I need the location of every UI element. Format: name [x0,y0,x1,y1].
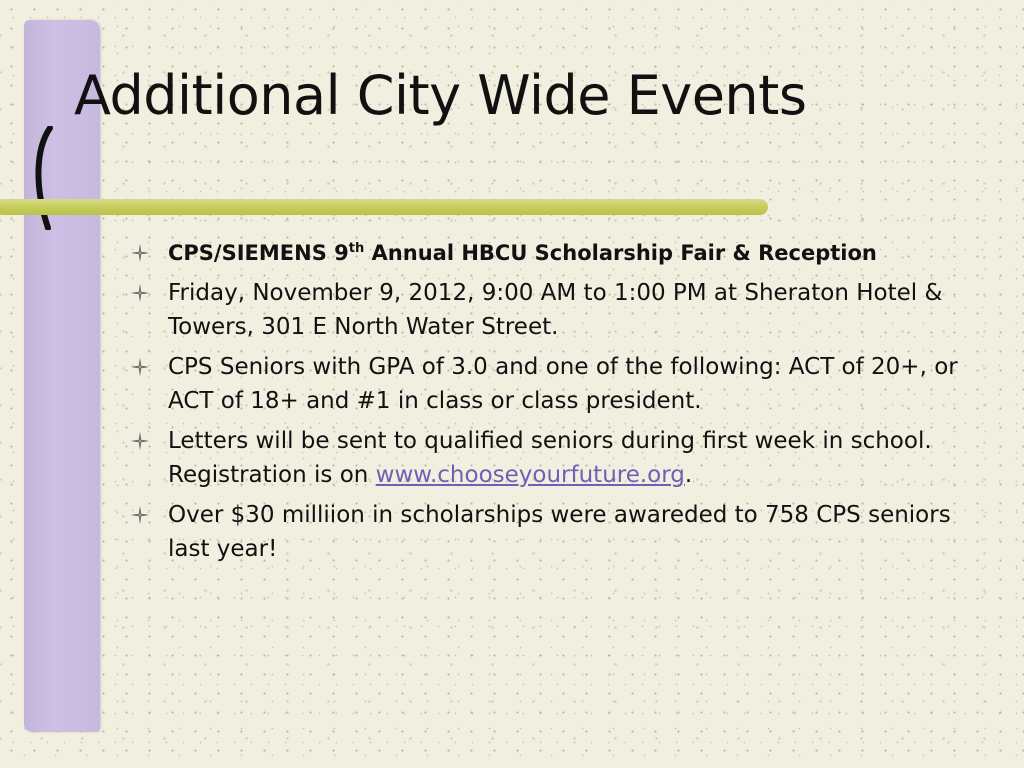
green-divider-rule [0,199,768,215]
registration-link[interactable]: www.chooseyourfuture.org [375,462,685,488]
bullet-text: Over $30 milliion in scholarships were awareded to 758 CPS seniors last year! [168,502,951,562]
star-bullet-icon [130,357,150,377]
bullet-text: . [684,462,693,488]
star-bullet-icon [130,505,150,525]
bullet-text: Annual HBCU Scholarship Fair & Reception [364,241,877,265]
star-bullet-icon [130,431,150,451]
bullet-item-date-location [130,276,990,344]
slide-title: Additional City Wide Events [74,64,807,127]
star-bullet-icon [130,283,150,303]
bullet-text: CPS Seniors with GPA of 3.0 and one of the following: ACT of 20+, or ACT of 18+ and #1 in class or class president. [168,354,958,414]
bullet-text: Letters will be sent to qualified seniors during first week in school. Registration is on [168,428,932,488]
star-bullet-icon [130,243,150,263]
bullet-item-event-name [130,236,990,270]
bullet-list [130,236,990,566]
slide-content [130,236,990,572]
bullet-text: CPS/SIEMENS 9 [168,241,349,265]
superscript-text: th [348,241,365,256]
bullet-item-scholarship-total [130,498,990,566]
bullet-item-registration [130,424,990,492]
bullet-text: Friday, November 9, 2012, 9:00 AM to 1:00 PM at Sheraton Hotel & Towers, 301 E North Water Street. [168,280,943,340]
bullet-item-eligibility [130,350,990,418]
